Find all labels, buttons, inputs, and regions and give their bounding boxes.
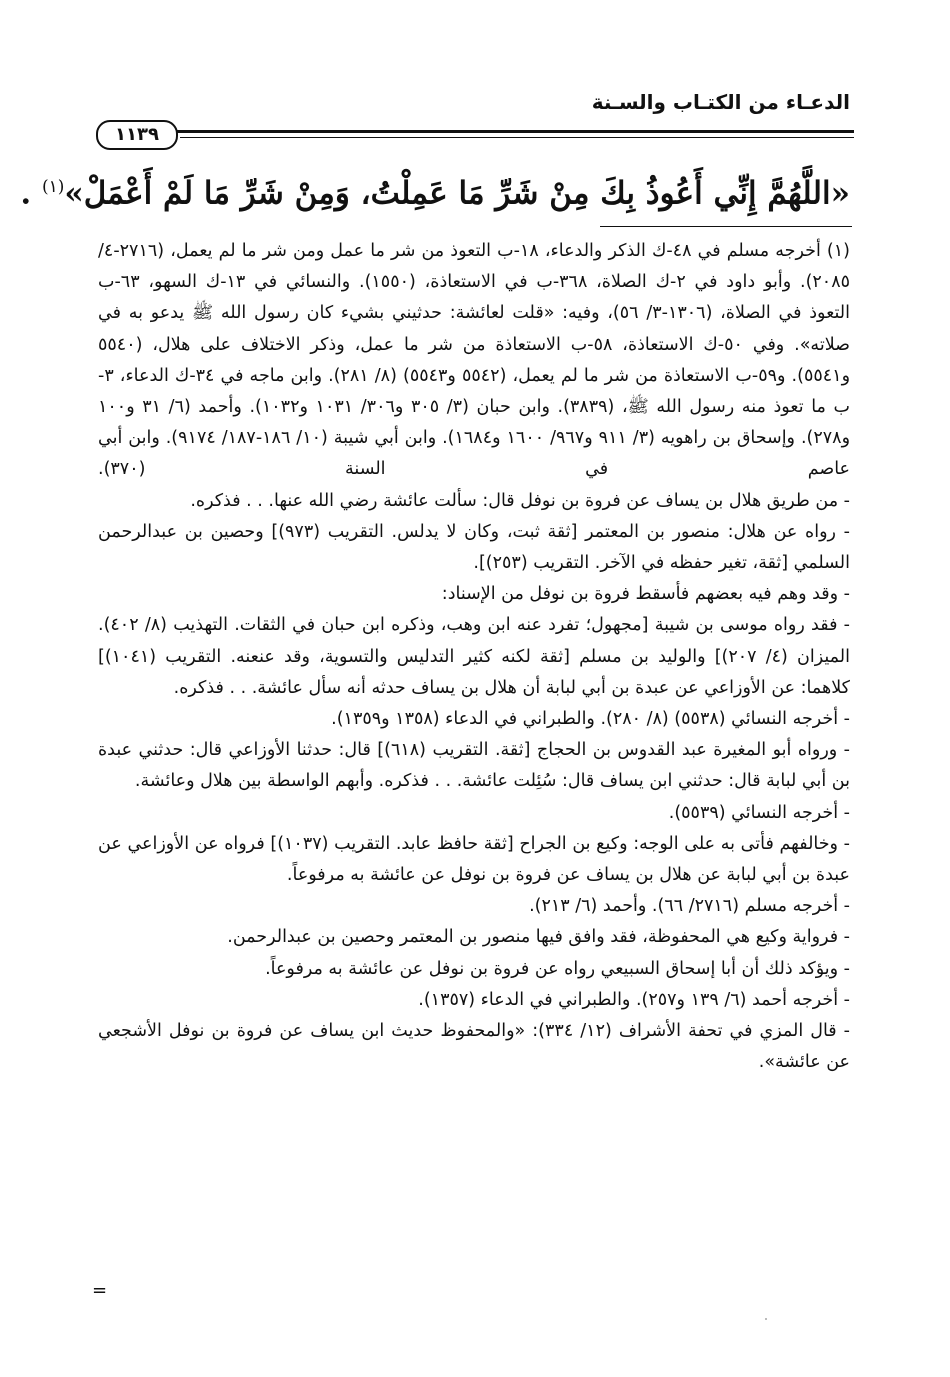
footnote-paragraph: - أخرجه النسائي (٥٥٣٩).	[668, 802, 850, 823]
footnote-paragraph: - قال المزي في تحفة الأشراف (١٢/ ٣٣٤): «والمحفوظ حديث ابن يساف عن فروة بن نوفل الأشجعي عن عائشة».	[98, 1021, 850, 1073]
footnote-separator	[600, 226, 852, 227]
header-rule-thin	[180, 137, 854, 138]
hadith-end: .	[20, 175, 32, 212]
header-rule	[100, 130, 854, 133]
footnote-paragraph: - ورواه أبو المغيرة عبد القدوس بن الحجاج [ثقة. التقريب (٦١٨)] قال: حدثنا الأوزاعي قال: حدثني عبدة بن أبي لبابة قال: حدثني ابن يساف قال: سُئِلت عائشة. . . فذكره. وأبهم الواسطة بين هلال وعائشة.	[98, 740, 850, 792]
page-number: ١١٣٩	[96, 120, 178, 150]
footnote-paragraph: (١) أخرجه مسلم في ٤٨-ك الذكر والدعاء، ١٨-ب التعوذ من شر ما عمل ومن شر ما لم يعمل، (٢٧١٦-٤/ ٢٠٨٥). وأبو داود في ٢-ك الصلاة، ٣٦٨-ب في الاستعاذة، (١٥٥٠). والنسائي في ١٣-ك السهو، ٦٣-ب التعوذ في الصلاة، (١٣٠٦-٣/ ٥٦)، وفيه: «قلت لعائشة: حدثيني بشيء كان رسول الله ﷺ يدعو به في صلاته». وفي ٥٠-ك الاستعاذة، ٥٨-ب الاستعاذة من شر ما عمل، وذكر الاختلاف على هلال، (٥٥٤٠ و٥٥٤١). و٥٩-ب الاستعاذة من شر ما لم يعمل، (٥٥٤٢ و٥٥٤٣) (٨/ ٢٨١). وابن ماجه في ٣٤-ك الدعاء، ٣-ب ما تعوذ منه رسول الله ﷺ، (٣٨٣٩). وابن حبان (٣/ ٣٠٥ و٣٠٦/ ١٠٣١ و١٠٣٢). وأحمد (٦/ ٣١ و١٠٠ و٢٧٨). وإسحاق بن راهويه (٣/ ٩١١ و٩٦٧/ ١٦٠٠ و١٦٨٤). وابن أبي شيبة (١٠/ ١٨٦-١٨٧/ ٩١٧٤). وابن أبي عاصم في السنة (٣٧٠).	[98, 241, 851, 480]
footnote-paragraph: - أخرجه النسائي (٥٥٣٨) (٨/ ٢٨٠). والطبراني في الدعاء (١٣٥٨ و١٣٥٩).	[331, 709, 850, 730]
footnote-paragraph: - رواه عن هلال: منصور بن المعتمر [ثقة ثبت، وكان لا يدلس. التقريب (٩٧٣)] وحصين بن عبدالرحمن السلمي [ثقة، تغير حفظه في الآخر. التقريب (٢٥٣)].	[98, 521, 850, 574]
hadith-body: «اللَّهُمَّ إِنِّي أَعُوذُ بِكَ مِنْ شَرِّ مَا عَمِلْتُ، وَمِنْ شَرِّ مَا لَمْ أَعْمَلْ»	[64, 175, 850, 212]
footnote-paragraph: - ويؤكد ذلك أن أبا إسحاق السبيعي رواه عن فروة بن نوفل عن عائشة به مرفوعاً.	[265, 958, 850, 979]
footnote-paragraph: - فرواية وكيع هي المحفوظة، فقد وافق فيها منصور بن المعتمر وحصين بن عبدالرحمن.	[227, 927, 850, 948]
footnote-paragraph: - أخرجه أحمد (٦/ ١٣٩ و٢٥٧). والطبراني في الدعاء (١٣٥٧).	[418, 989, 850, 1010]
footnote-reference: (١)	[41, 177, 65, 197]
footnote-paragraph: - أخرجه مسلم (٢٧١٦/ ٦٦). وأحمد (٦/ ٢١٣).	[529, 896, 850, 917]
footnote-paragraph: - من طريق هلال بن يساف عن فروة بن نوفل قال: سألت عائشة رضي الله عنها. . . فذكره.	[190, 490, 850, 511]
hadith-text	[20, 158, 850, 222]
footnote-paragraph: - وقد وهم فيه بعضهم فأسقط فروة بن نوفل من الإسناد:	[441, 584, 850, 605]
footnotes	[98, 236, 850, 1078]
running-title: الدعـاء من الكتـاب والسـنة	[591, 90, 850, 114]
footnote-paragraph: - وخالفهم فأتى به على الوجه: وكيع بن الجراح [ثقة حافظ عابد. التقريب (١٠٣٧)] فرواه عن الأوزاعي عن عبدة بن أبي لبابة عن هلال بن يساف عن فروة بن نوفل عن عائشة به مرفوعاً.	[98, 833, 850, 886]
footnote-paragraph: - فقد رواه موسى بن شيبة [مجهول؛ تفرد عنه ابن وهب، وذكره ابن حبان في الثقات. التهذيب (٨/ ٤٠٢). الميزان (٤/ ٢٠٧)] والوليد بن مسلم [ثقة لكنه كثير التدليس والتسوية، وقد عنعنه. التقريب (١٠٤١)] كلاهما: عن الأوزاعي عن عبدة بن أبي لبابة أن هلال بن يساف حدثه أنه سأل عائشة. . . فذكره.	[98, 615, 850, 698]
continuation-mark: =	[92, 1280, 108, 1301]
scan-speck	[765, 1318, 767, 1320]
